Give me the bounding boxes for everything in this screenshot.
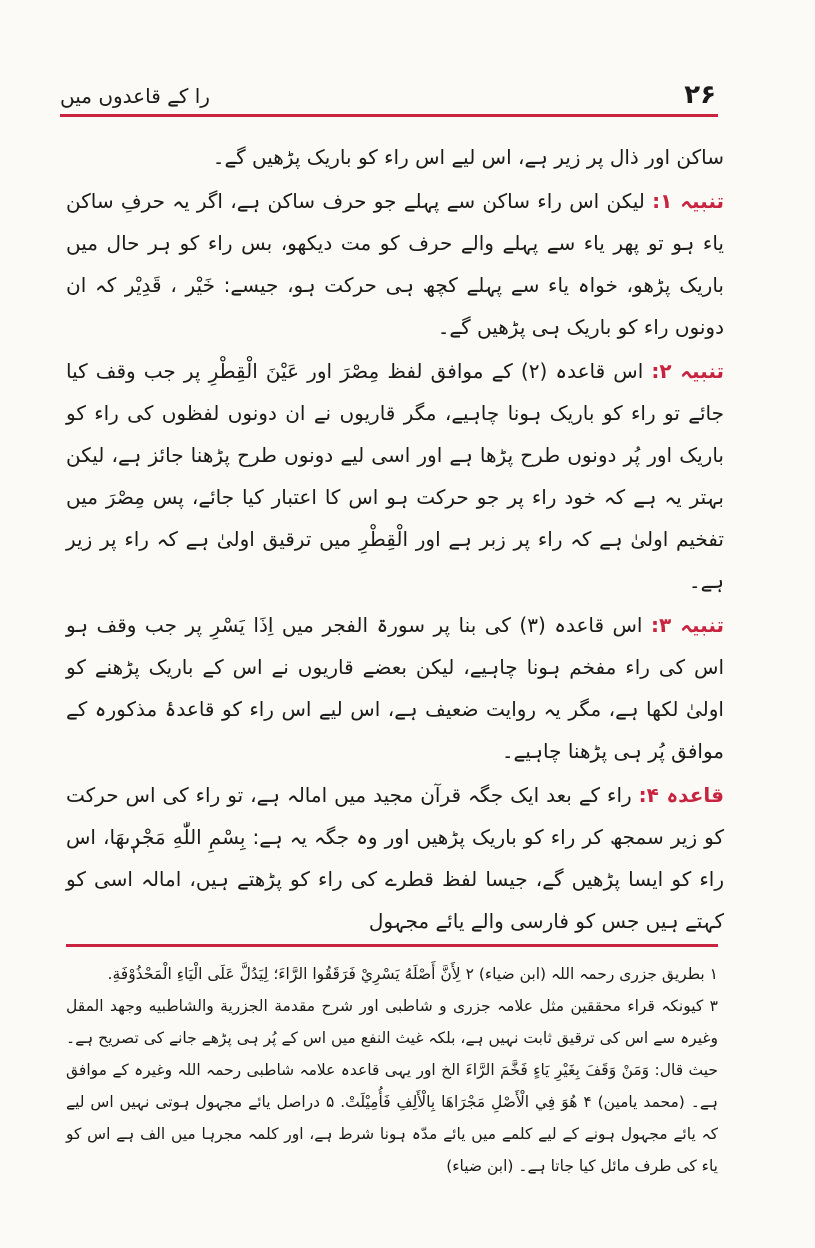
paragraph-text: اس قاعدہ (۲) کے موافق لفظ مِصْرَ اور عَیْنَ الْقِطْرِ پر جب وقف کیا جائے تو راء کو باریک ہونا چاہیے، مگر قاریوں نے ان دونوں لفظوں کی راء کو باریک اور پُر دونوں طرح پڑھا ہے اور اسی لیے دونوں طرح پڑھنا جائز ہے، لیکن بہتر یہ ہے کہ خود راء پر جو حرکت ہو اس کا اعتبار کیا جائے، پس مِصْرَ میں تفخیم اولیٰ ہے کہ راء پر زبر ہے اور الْقِطْرِ میں ترقیق اولیٰ ہے کہ راء پر زیر ہے۔	[66, 359, 724, 593]
paragraph-text: اس قاعدہ (۳) کی بنا پر سورۃ الفجر میں اِذَا یَسْرِ پر جب وقف ہو اس کی راء مفخم ہونا چاہیے، لیکن بعضے قاریوں نے اس کے باریک پڑھنے کو اولیٰ لکھا ہے، مگر یہ روایت ضعیف ہے، اس لیے اس راء کو قاعدۂ مذکورہ کے موافق پُر ہی پڑھنا چاہیے۔	[66, 613, 724, 763]
paragraph-note-3	[66, 604, 724, 772]
note-label: تنبیہ ۱:	[652, 189, 725, 213]
paragraph-note-2	[66, 350, 724, 602]
paragraph-text: راء کے بعد ایک جگہ قرآن مجید میں امالہ ہے، تو راء کی اس حرکت کو زیر سمجھ کر راء کو باریک پڑھیں اور وہ جگہ یہ ہے: بِسْمِ اللّٰهِ مَجْرٖىهَا، اس راء کو ایسا پڑھیں گے، جیسا لفظ قطرے کی راء کو پڑھتے ہیں، امالہ اسی کو کہتے ہیں جس کو فارسی والے یائے مجہول	[66, 783, 724, 933]
footnote-line: ۳ کیونکہ قراء محققین مثل علامہ جزری و شاطبی اور شرح مقدمة الجزرية والشاطبيه وجهد المقل وغیرہ سے اس کی ترقیق ثابت نہیں ہے، بلکہ غیث النفع میں اس کے پُر ہی پڑھے جانے کی تصریح ہے۔ حیث قال: وَمَنْ وَقَفَ بِغَيْرِ يَاءٍ فَخَّمَ الرَّاءَ الخ اور یہی قاعدہ علامہ شاطبی رحمہ اللہ وغیرہ کے موافق ہے۔ (محمد یامین) ۴ هُوَ فِي الْأَصْلِ مَجْرَاهَا بِالْأَلِفِ فَأُمِيْلَتْ. ۵ دراصل یائے مجہول ہوتی نہیں اس لیے کہ یائے مجہول ہونے کے لیے کلمے میں یائے مدّہ ہونا شرط ہے، اور کلمہ مجرہا میں الف ہے اس کو یاء کی طرف مائل کیا جاتا ہے۔ (ابن ضیاء)	[66, 997, 718, 1175]
main-text	[66, 136, 724, 944]
paragraph-note-1	[66, 180, 724, 348]
footnote-separator	[66, 944, 718, 947]
rule-label: قاعدہ ۴:	[638, 783, 724, 807]
note-label: تنبیہ ۲:	[651, 359, 725, 383]
footnotes	[66, 958, 718, 1182]
paragraph-text: ساکن اور ذال پر زیر ہے، اس لیے اس راء کو باریک پڑھیں گے۔	[212, 145, 724, 169]
running-title: را کے قاعدوں میں	[60, 84, 210, 108]
paragraph-continuation	[66, 136, 724, 178]
paragraph-text: لیکن اس راء ساکن سے پہلے جو حرف ساکن ہے، اگر یہ حرفِ ساکن یاء ہو تو پھر یاء سے پہلے والے حرف کو مت دیکھو، بس راء کو ہر حال میں باریک پڑھو، خواہ یاء سے پہلے کچھ ہی حرکت ہو، جیسے: خَیْر ، قَدِیْر کہ ان دونوں راء کو باریک ہی پڑھیں گے۔	[66, 189, 724, 339]
paragraph-rule-4	[66, 774, 724, 942]
page-number: ۲۶	[684, 80, 716, 110]
page-header	[60, 78, 718, 117]
note-label: تنبیہ ۳:	[650, 613, 724, 637]
footnote-line: ۱ بطریق جزری رحمہ اللہ (ابن ضیاء) ۲ لِأَنَّ أَصْلَهُ يَسْرِيْ فَرَقَقُوا الرَّاءَ؛ لِيَدُلَّ عَلَى الْيَاءِ الْمَحْذُوْفَةِ.	[107, 965, 718, 983]
